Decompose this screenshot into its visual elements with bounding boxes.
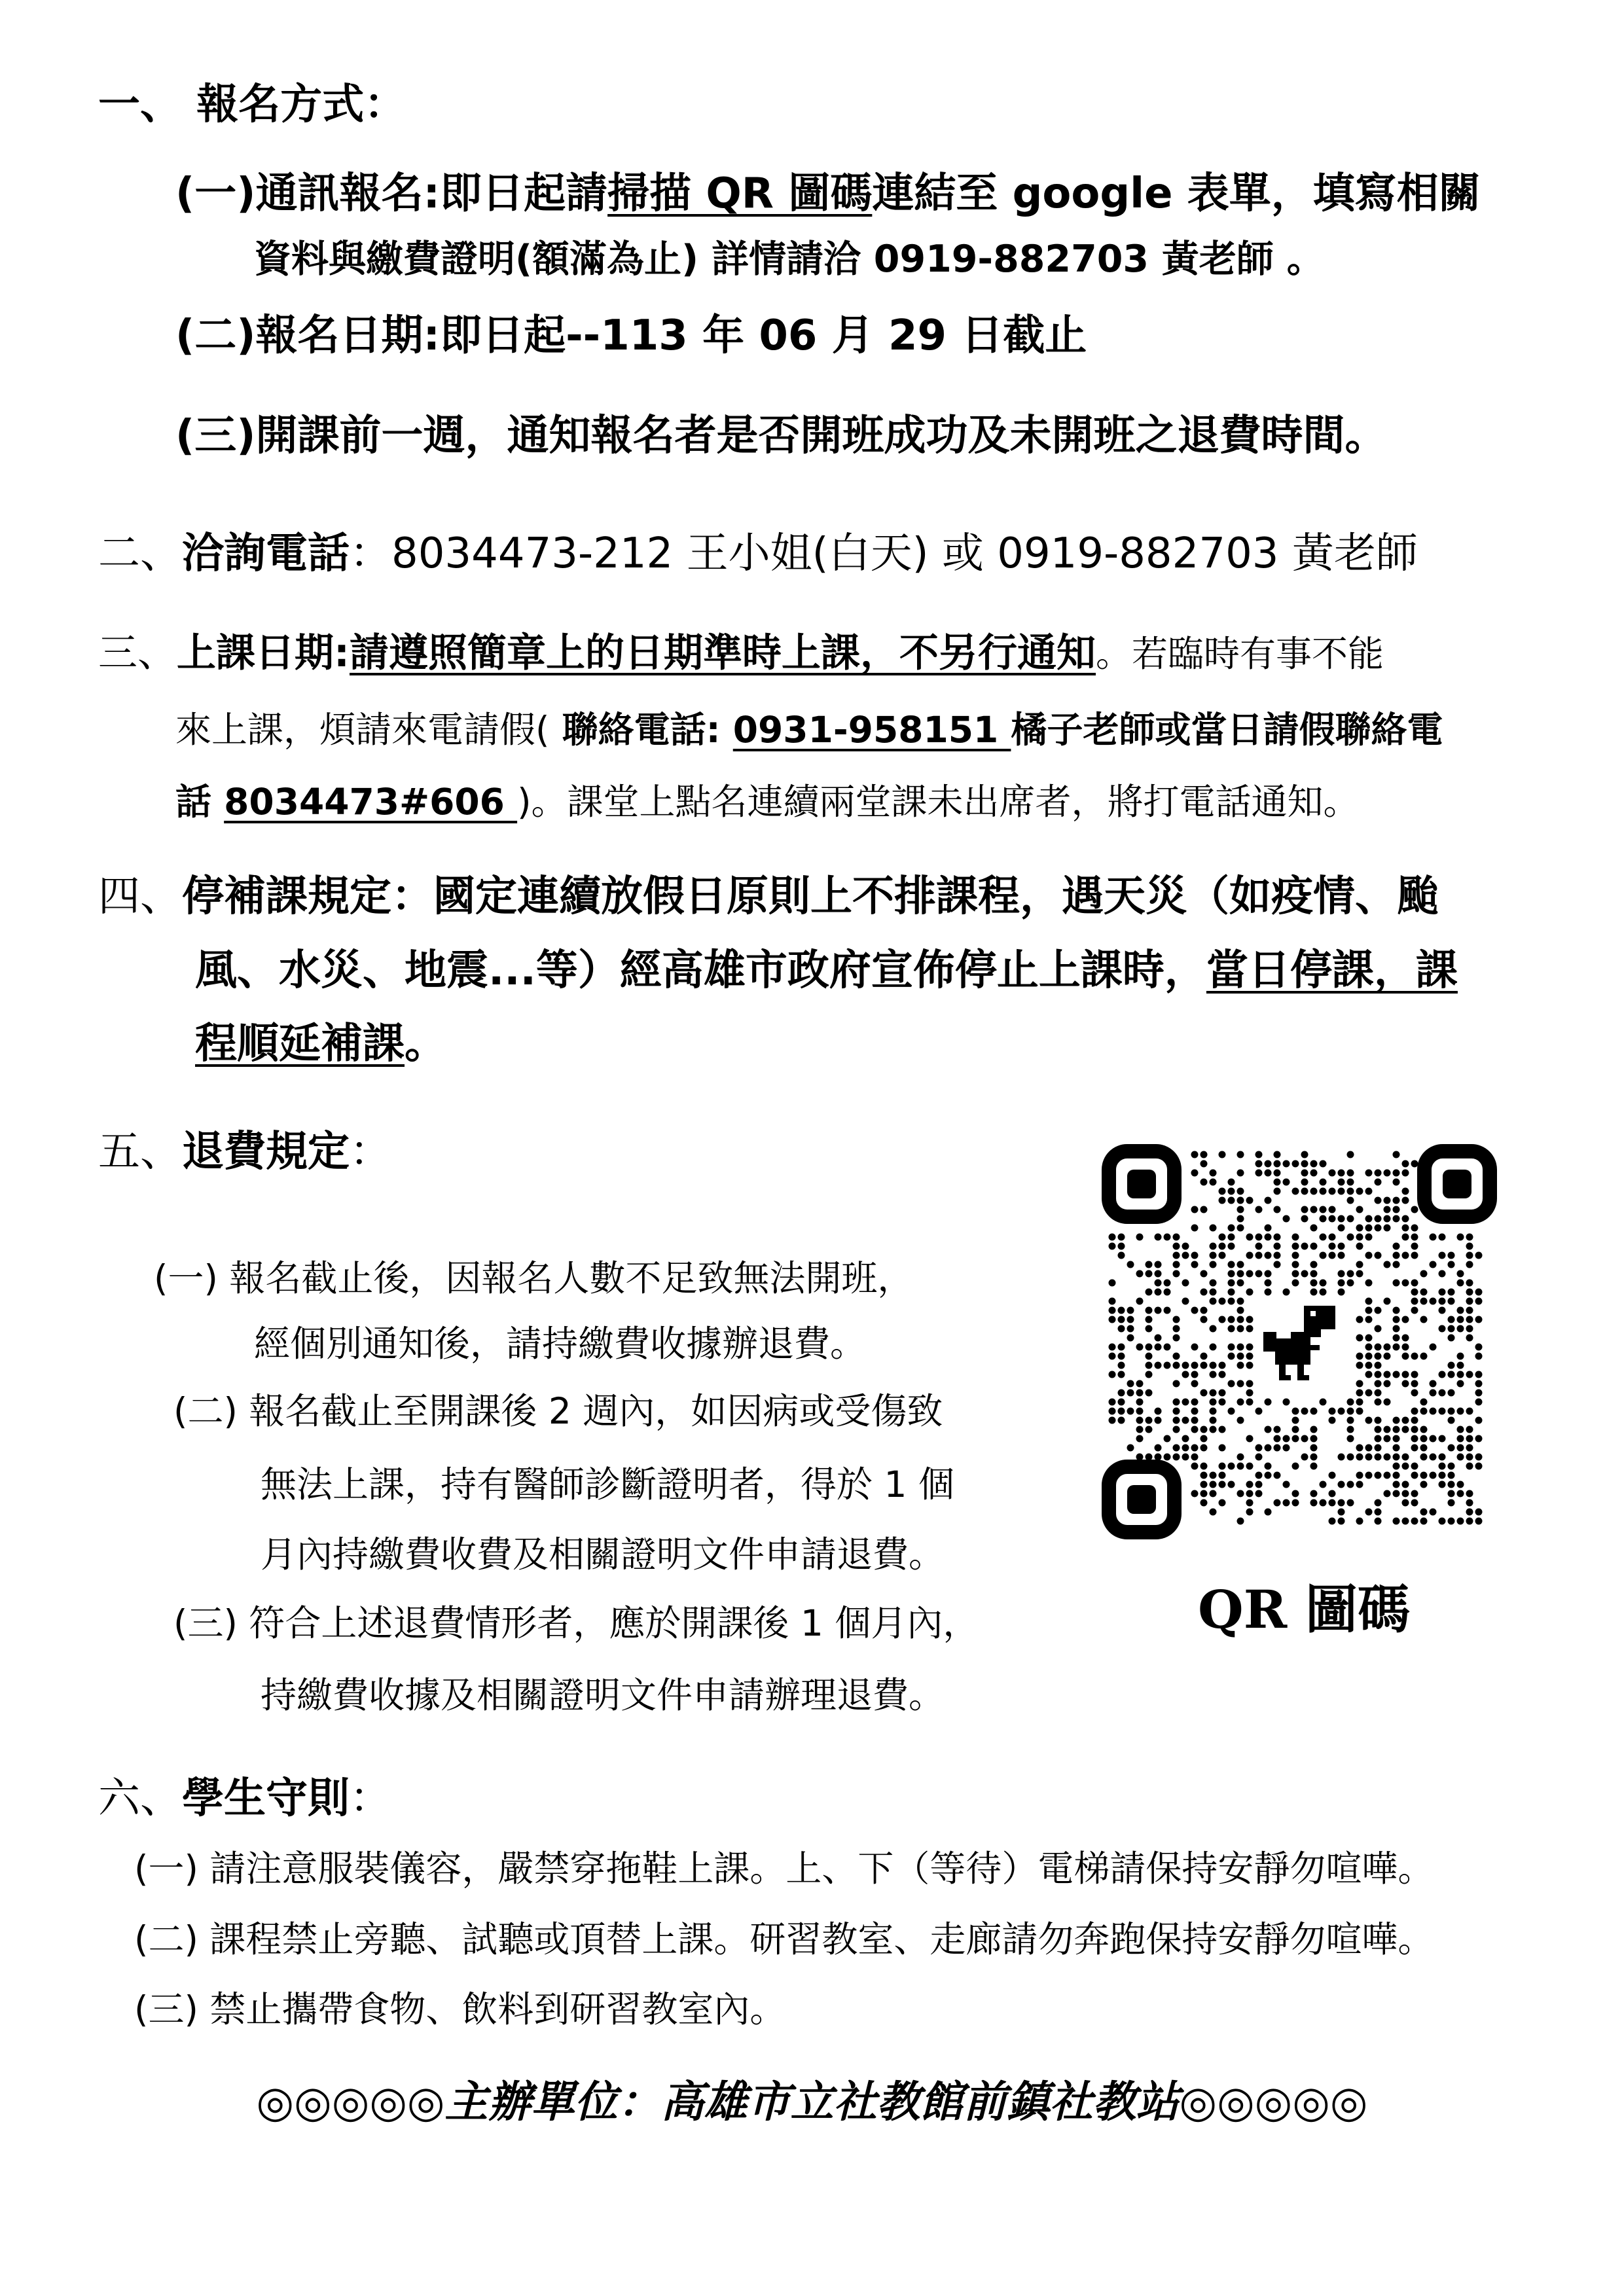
refund-item-3-line-1: (三) 符合上述退費情形者，應於開課後 1 個月內， (173, 1602, 979, 1644)
section-4-text-1: 停補課規定：國定連續放假日原則上不排課程，遇天災（如疫情、颱 (182, 872, 1439, 921)
section-3-teacher: 橘子老師或當日請假聯絡電 (1011, 709, 1443, 751)
section-4-text-2: 風、水災、地震...等）經高雄市政府宣佈停止上課時， (195, 946, 1206, 995)
section-2-text: ：8034473-212 王小姐(白天) 或 0919-882703 黃老師 (350, 529, 1418, 578)
rule-2: (二) 課程禁止旁聽、試聽或頂替上課。研習教室、走廊請勿奔跑保持安靜勿喧嘩。 (134, 1918, 1434, 1960)
section-6-colon: ： (350, 1774, 391, 1823)
section-3-phone-label: 聯絡電話: (549, 709, 733, 751)
section-3-phone2-label: 話 (175, 781, 225, 823)
section-3-text-3: )。課堂上點名連續兩堂課未出席者，將打電話通知。 (517, 781, 1360, 823)
section-1-item-1-line-1 (175, 169, 1481, 219)
qr-code-graphic (1100, 1142, 1499, 1541)
rule-1: (一) 請注意服裝儀容，嚴禁穿拖鞋上課。上、下（等待）電梯請保持安靜勿喧嘩。 (134, 1848, 1434, 1890)
section-5-colon: ： (350, 1128, 391, 1176)
item-1-text-b: 連結至 google 表單，填寫相關 (872, 170, 1481, 218)
section-4-line-2 (195, 946, 1458, 996)
section-3-line-1 (98, 630, 1384, 677)
dino-icon (1254, 1298, 1344, 1390)
section-3-notice: 請遵照簡章上的日期準時上課，不另行通知 (350, 630, 1096, 676)
refund-item-3-line-2: 持繳費收據及相關證明文件申請辦理退費。 (261, 1674, 945, 1716)
item-1-qr-text: 掃描 QR 圖碼 (607, 170, 873, 218)
section-3-phone2: 8034473#606 (224, 781, 518, 823)
section-6-title (98, 1774, 391, 1824)
section-3-num: 三、 (98, 630, 177, 676)
qr-code (1100, 1142, 1499, 1541)
refund-item-2-line-3: 月內持繳費收費及相關證明文件申請退費。 (261, 1534, 945, 1575)
section-3-line-2 (175, 708, 1443, 751)
refund-item-2-line-1: (二) 報名截止至開課後 2 週內，如因病或受傷致 (173, 1390, 943, 1432)
section-1-item-1-line-2: 資料與繳費證明(額滿為止) 詳情請洽 0919-882703 黃老師 。 (254, 238, 1324, 281)
section-5-title (98, 1127, 391, 1177)
section-4-line-3 (195, 1019, 446, 1069)
refund-item-2-line-2: 無法上課，持有醫師診斷證明者，得於 1 個 (261, 1463, 954, 1505)
section-2-contact (98, 529, 1418, 579)
section-4-suspend: 當日停課，課 (1206, 946, 1458, 995)
section-1-item-2: (二)報名日期:即日起--113 年 06 月 29 日截止 (175, 312, 1087, 360)
section-2-label: 洽詢電話 (182, 529, 350, 578)
section-5-label: 退費規定 (182, 1128, 350, 1176)
section-6-label: 學生守則 (182, 1774, 350, 1823)
section-5-num: 五、 (98, 1128, 182, 1176)
organizer-footer: ◎◎◎◎◎主辦單位：高雄市立社教館前鎮社教站◎◎◎◎◎ (256, 2077, 1368, 2127)
section-6-num: 六、 (98, 1774, 182, 1823)
qr-caption: QR 圖碼 (1198, 1579, 1411, 1640)
section-4-end: 。 (405, 1020, 446, 1068)
section-3-line-3 (175, 780, 1360, 823)
section-3-label: 上課日期: (177, 630, 350, 676)
section-4-line-1 (98, 872, 1439, 922)
refund-item-1-line-2: 經個別通知後，請持繳費收據辦退費。 (254, 1323, 867, 1365)
rule-3: (三) 禁止攜帶食物、飲料到研習教室內。 (134, 1988, 786, 2030)
section-1-item-3: (三)開課前一週，通知報名者是否開班成功及未開班之退費時間。 (175, 412, 1387, 460)
section-3-phone: 0931-958151 (732, 709, 1011, 751)
section-1-title: 一、 報名方式： (98, 81, 406, 129)
section-3-text-1: 。若臨時有事不能 (1096, 633, 1384, 675)
item-1-text-a: (一)通訊報名:即日起請 (175, 170, 608, 218)
section-4-num: 四、 (98, 872, 182, 921)
section-4-makeup: 程順延補課 (195, 1020, 405, 1068)
section-3-text-2: 來上課，煩請來電請假( (175, 709, 550, 751)
refund-item-1-line-1: (一) 報名截止後，因報名人數不足致無法開班， (154, 1257, 914, 1299)
section-2-num: 二、 (98, 529, 182, 578)
